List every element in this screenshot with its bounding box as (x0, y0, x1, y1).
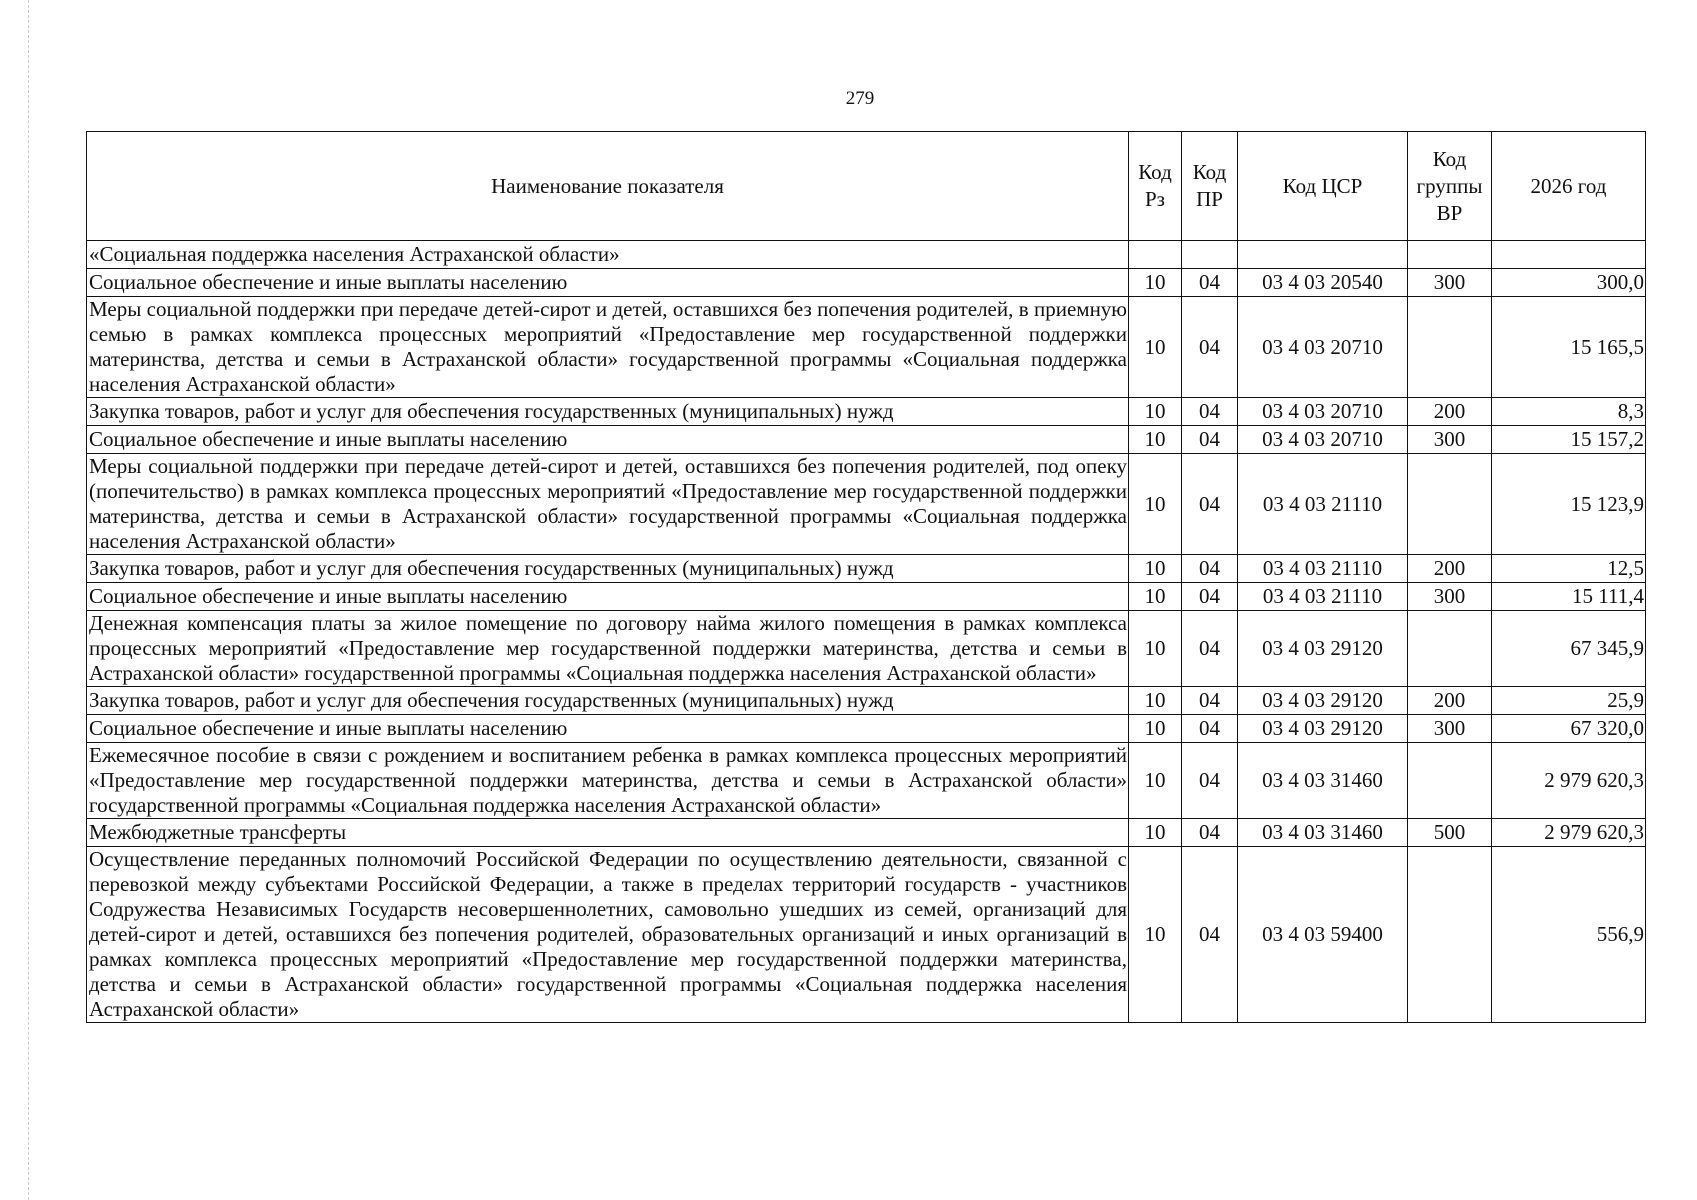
row-csr: 03 4 03 20540 (1238, 269, 1408, 297)
scan-edge-mark (28, 0, 29, 1200)
row-amount: 556,9 (1492, 847, 1646, 1023)
row-vr: 300 (1408, 715, 1492, 743)
table-row (87, 583, 1646, 611)
row-pr: 04 (1182, 715, 1238, 743)
row-rz: 10 (1129, 743, 1182, 819)
row-csr: 03 4 03 20710 (1238, 297, 1408, 398)
row-name: Социальное обеспечение и иные выплаты населению (87, 583, 1129, 611)
table-row (87, 687, 1646, 715)
row-rz: 10 (1129, 297, 1182, 398)
row-csr: 03 4 03 21110 (1238, 583, 1408, 611)
budget-table-container (86, 131, 1645, 1023)
row-amount: 15 157,2 (1492, 426, 1646, 454)
row-amount: 2 979 620,3 (1492, 743, 1646, 819)
table-row (87, 426, 1646, 454)
table-row (87, 454, 1646, 555)
row-vr: 500 (1408, 819, 1492, 847)
row-amount: 25,9 (1492, 687, 1646, 715)
row-pr: 04 (1182, 454, 1238, 555)
row-name: Социальное обеспечение и иные выплаты населению (87, 269, 1129, 297)
row-vr (1408, 743, 1492, 819)
table-row (87, 555, 1646, 583)
header-name: Наименование показателя (87, 132, 1129, 241)
row-rz: 10 (1129, 269, 1182, 297)
table-row (87, 743, 1646, 819)
row-csr: 03 4 03 21110 (1238, 555, 1408, 583)
row-vr (1408, 297, 1492, 398)
row-amount: 67 320,0 (1492, 715, 1646, 743)
row-csr: 03 4 03 31460 (1238, 743, 1408, 819)
row-name: Закупка товаров, работ и услуг для обеспечения государственных (муниципальных) нужд (87, 398, 1129, 426)
row-rz: 10 (1129, 847, 1182, 1023)
row-vr: 300 (1408, 269, 1492, 297)
header-rz: Код Рз (1129, 132, 1182, 241)
row-pr: 04 (1182, 583, 1238, 611)
header-pr: Код ПР (1182, 132, 1238, 241)
row-name: Меры социальной поддержки при передаче детей-сирот и детей, оставшихся без попечения родителей, под опеку (попечительство) в рамках комплекса процессных мероприятий «Предоставление мер государственной поддержки материнства, детства и семьи в Астраханской области» государственной программы «Социальная поддержка населения Астраханской области» (87, 454, 1129, 555)
row-vr: 200 (1408, 555, 1492, 583)
row-amount: 8,3 (1492, 398, 1646, 426)
row-name: Социальное обеспечение и иные выплаты населению (87, 426, 1129, 454)
row-amount (1492, 241, 1646, 269)
row-name: «Социальная поддержка населения Астраханской области» (87, 241, 1129, 269)
row-rz (1129, 241, 1182, 269)
row-vr (1408, 454, 1492, 555)
table-row (87, 715, 1646, 743)
row-name: Меры социальной поддержки при передаче детей-сирот и детей, оставшихся без попечения родителей, в приемную семью в рамках комплекса процессных мероприятий «Предоставление мер государственной поддержки материнства, детства и семьи в Астраханской области» государственной программы «Социальная поддержка населения Астраханской области» (87, 297, 1129, 398)
row-rz: 10 (1129, 454, 1182, 555)
row-pr: 04 (1182, 269, 1238, 297)
row-name: Социальное обеспечение и иные выплаты населению (87, 715, 1129, 743)
row-amount: 15 165,5 (1492, 297, 1646, 398)
row-amount: 300,0 (1492, 269, 1646, 297)
row-pr: 04 (1182, 819, 1238, 847)
row-pr: 04 (1182, 847, 1238, 1023)
row-rz: 10 (1129, 398, 1182, 426)
row-vr: 300 (1408, 583, 1492, 611)
header-csr: Код ЦСР (1238, 132, 1408, 241)
row-rz: 10 (1129, 819, 1182, 847)
row-vr: 200 (1408, 398, 1492, 426)
row-csr (1238, 241, 1408, 269)
table-row (87, 241, 1646, 269)
row-csr: 03 4 03 29120 (1238, 687, 1408, 715)
row-csr: 03 4 03 20710 (1238, 426, 1408, 454)
row-rz: 10 (1129, 583, 1182, 611)
row-vr: 300 (1408, 426, 1492, 454)
row-amount: 67 345,9 (1492, 611, 1646, 687)
row-pr (1182, 241, 1238, 269)
row-rz: 10 (1129, 555, 1182, 583)
row-amount: 2 979 620,3 (1492, 819, 1646, 847)
table-row (87, 398, 1646, 426)
budget-table (86, 131, 1646, 1023)
row-amount: 15 123,9 (1492, 454, 1646, 555)
row-csr: 03 4 03 59400 (1238, 847, 1408, 1023)
row-rz: 10 (1129, 687, 1182, 715)
row-pr: 04 (1182, 398, 1238, 426)
row-vr (1408, 847, 1492, 1023)
row-pr: 04 (1182, 611, 1238, 687)
row-amount: 15 111,4 (1492, 583, 1646, 611)
header-vr: Код группы ВР (1408, 132, 1492, 241)
row-name: Закупка товаров, работ и услуг для обеспечения государственных (муниципальных) нужд (87, 687, 1129, 715)
table-row (87, 297, 1646, 398)
table-header-row (87, 132, 1646, 241)
row-name: Денежная компенсация платы за жилое помещение по договору найма жилого помещения в рамках комплекса процессных мероприятий «Предоставление мер государственной поддержки материнства, детства и семьи в Астраханской области» государственной программы «Социальная поддержка населения Астраханской области» (87, 611, 1129, 687)
row-csr: 03 4 03 31460 (1238, 819, 1408, 847)
row-name: Осуществление переданных полномочий Российской Федерации по осуществлению деятельности, связанной с перевозкой между субъектами Российской Федерации, а также в пределах территорий государств - участников Содружества Независимых Государств несовершеннолетних, самовольно ушедших из семей, организаций для детей-сирот и детей, оставшихся без попечения родителей, образовательных организаций и иных организаций в рамках комплекса процессных мероприятий «Предоставление мер государственной поддержки материнства, детства и семьи в Астраханской области» государственной программы «Социальная поддержка населения Астраханской области» (87, 847, 1129, 1023)
row-vr (1408, 241, 1492, 269)
row-pr: 04 (1182, 297, 1238, 398)
header-year: 2026 год (1492, 132, 1646, 241)
row-pr: 04 (1182, 426, 1238, 454)
row-amount: 12,5 (1492, 555, 1646, 583)
row-csr: 03 4 03 29120 (1238, 715, 1408, 743)
row-name: Межбюджетные трансферты (87, 819, 1129, 847)
row-name: Ежемесячное пособие в связи с рождением и воспитанием ребенка в рамках комплекса процессных мероприятий «Предоставление мер государственной поддержки материнства, детства и семьи в Астраханской области» государственной программы «Социальная поддержка населения Астраханской области» (87, 743, 1129, 819)
row-csr: 03 4 03 21110 (1238, 454, 1408, 555)
row-pr: 04 (1182, 743, 1238, 819)
table-row (87, 269, 1646, 297)
row-vr: 200 (1408, 687, 1492, 715)
row-name: Закупка товаров, работ и услуг для обеспечения государственных (муниципальных) нужд (87, 555, 1129, 583)
row-vr (1408, 611, 1492, 687)
row-rz: 10 (1129, 426, 1182, 454)
row-rz: 10 (1129, 715, 1182, 743)
row-rz: 10 (1129, 611, 1182, 687)
row-csr: 03 4 03 29120 (1238, 611, 1408, 687)
table-row (87, 847, 1646, 1023)
table-row (87, 611, 1646, 687)
table-row (87, 819, 1646, 847)
row-csr: 03 4 03 20710 (1238, 398, 1408, 426)
row-pr: 04 (1182, 687, 1238, 715)
row-pr: 04 (1182, 555, 1238, 583)
page-number: 279 (845, 88, 875, 109)
